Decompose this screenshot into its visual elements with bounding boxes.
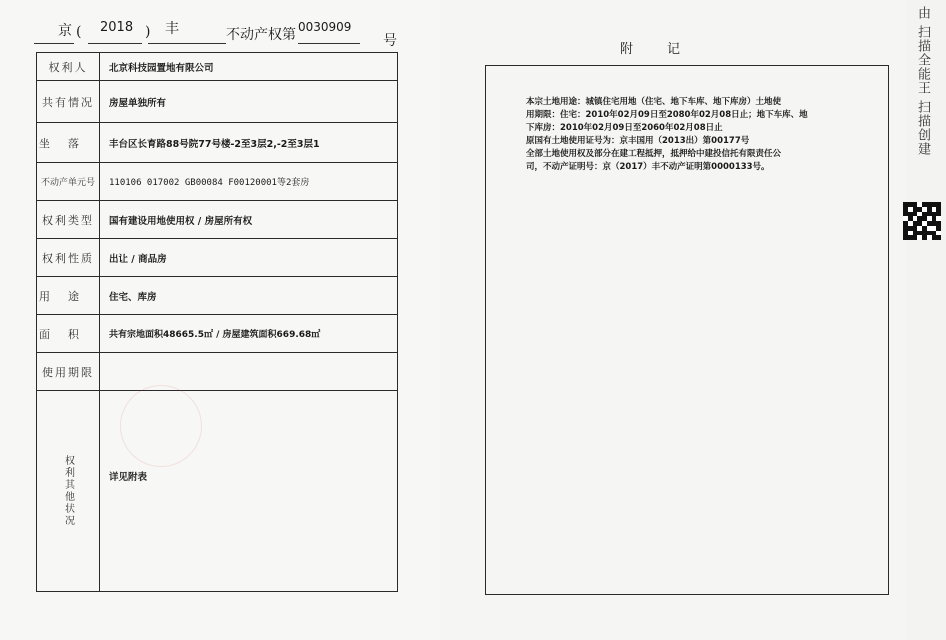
note-line: 司，不动产证明号：京（2017）丰不动产证明第0000133号。 <box>526 162 770 172</box>
scanner-watermark: 由 扫描全能王 扫描创建 <box>915 6 930 157</box>
label-other-status: 权利其他状况 <box>62 455 74 527</box>
row-right-nature <box>37 239 397 277</box>
label-right-nature: 权利性质 <box>42 251 94 265</box>
right-page <box>440 0 906 640</box>
note-line: 原国有土地使用证号为：京丰国用（2013出）第00177号 <box>526 136 750 146</box>
header-feng: 丰 <box>165 21 179 37</box>
value-term <box>109 353 393 390</box>
label-area: 面积 <box>39 327 97 341</box>
row-other-status <box>37 391 397 591</box>
value-right-nature: 出让 / 商品房 <box>109 253 167 265</box>
appendix-box <box>485 65 889 595</box>
left-page <box>0 0 440 640</box>
row-term <box>37 353 397 391</box>
note-line: 全部土地使用权及部分在建工程抵押，抵押给中建投信托有限责任公 <box>526 149 782 159</box>
header-year: 2018 <box>100 20 134 35</box>
header-cert-no: 0030909 <box>298 20 352 34</box>
label-owner: 权利人 <box>48 60 88 74</box>
label-term: 使用期限 <box>42 365 94 379</box>
row-usage <box>37 277 397 315</box>
header-paren-open: ( <box>76 24 82 40</box>
appendix-title-b: 记 <box>667 42 685 57</box>
note-line: 本宗土地用途：城镇住宅用地（住宅、地下车库、地下库房）土地使 <box>526 97 782 107</box>
row-owner <box>37 53 397 81</box>
label-right-type: 权利类型 <box>42 213 94 227</box>
header-jing: 京 <box>58 23 72 39</box>
row-area <box>37 315 397 353</box>
value-usage: 住宅、库房 <box>109 291 157 303</box>
row-right-type <box>37 201 397 239</box>
value-other-status: 详见附表 <box>109 472 148 483</box>
property-form-table <box>36 52 398 592</box>
label-unit-number: 不动产单元号 <box>40 178 95 188</box>
value-co-ownership: 房屋单独所有 <box>109 97 167 109</box>
header-hao: 号 <box>383 33 397 49</box>
note-line: 下库房：2010年02月09日至2060年02月08日止 <box>526 123 723 133</box>
appendix-title <box>620 38 714 57</box>
appendix-notes <box>526 96 890 174</box>
note-line: 用期限：住宅：2010年02月09日至2080年02月08日止；地下车库、地 <box>526 110 808 120</box>
value-right-type: 国有建设用地使用权 / 房屋所有权 <box>109 215 253 227</box>
label-location: 坐落 <box>39 136 97 150</box>
row-co-ownership <box>37 81 397 123</box>
certificate-header <box>0 18 440 48</box>
header-paren-close: ) <box>145 24 151 40</box>
qr-code-icon <box>903 202 941 240</box>
value-unit-number: 110106 017002 GB00084 F00120001等2套房 <box>109 178 310 188</box>
value-area: 共有宗地面积48665.5㎡ / 房屋建筑面积669.68㎡ <box>109 330 321 340</box>
header-cert-label: 不动产权第 <box>226 27 296 43</box>
value-owner: 北京科技园置地有限公司 <box>109 62 214 74</box>
value-location: 丰台区长育路88号院77号楼-2至3层2,-2至3层1 <box>109 138 320 150</box>
label-co-ownership: 共有情况 <box>42 95 94 109</box>
label-usage: 用途 <box>39 289 97 303</box>
row-location <box>37 123 397 163</box>
row-unit-number <box>37 163 397 201</box>
appendix-title-a: 附 <box>620 42 638 57</box>
